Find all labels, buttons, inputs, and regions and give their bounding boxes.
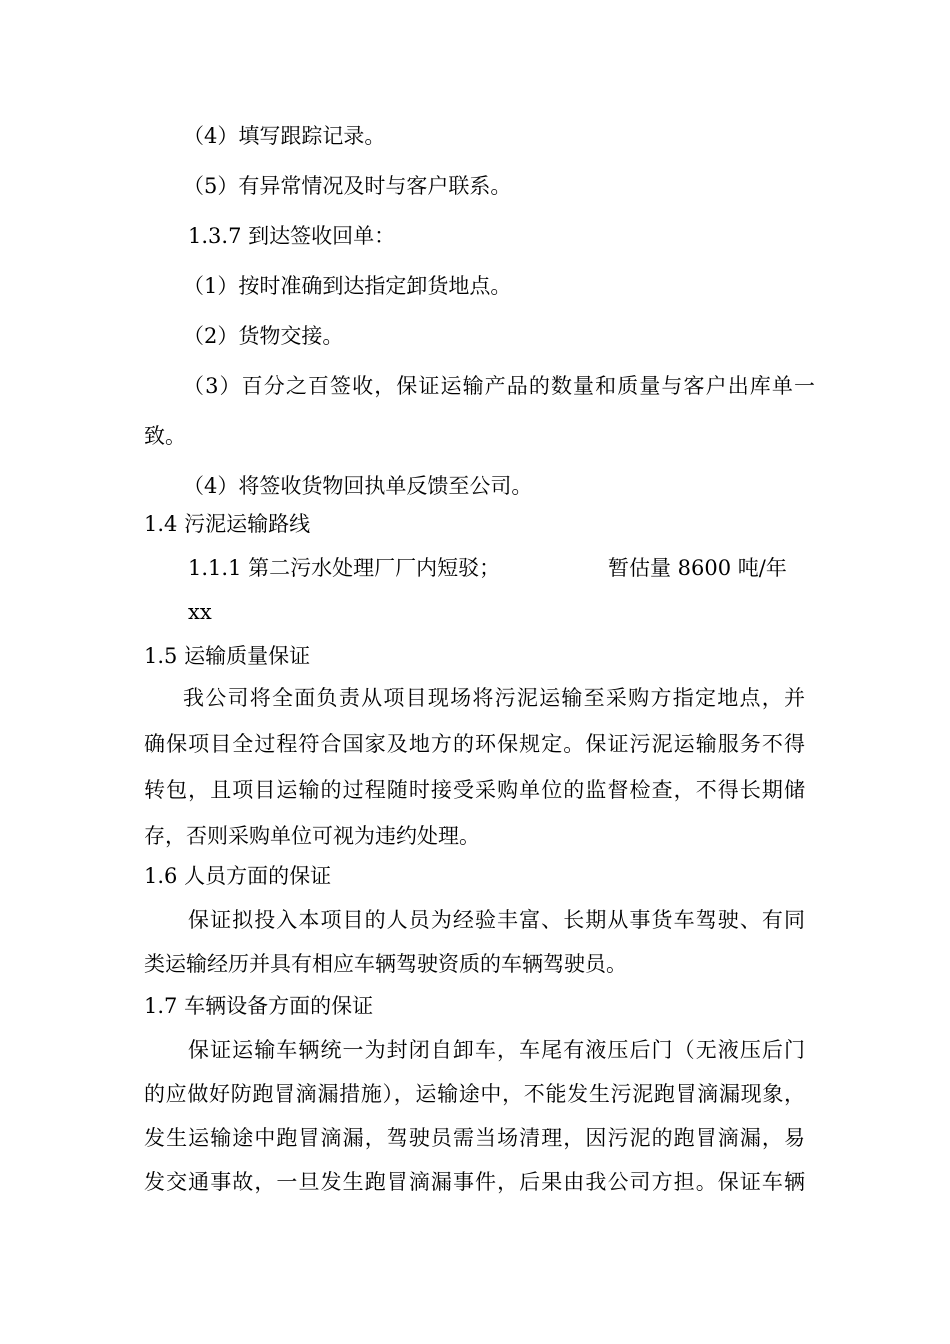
paragraph-line: 存，否则采购单位可视为违约处理。 bbox=[144, 824, 480, 848]
paragraph-line: 保证拟投入本项目的人员为经验丰富、长期从事货车驾驶、有同 bbox=[188, 908, 805, 932]
paragraph-line: 的应做好防跑冒滴漏措施），运输途中，不能发生污泥跑冒滴漏现象， bbox=[144, 1082, 805, 1106]
section-heading-1-7: 1.7 车辆设备方面的保证 bbox=[144, 994, 374, 1018]
list-item-4-feedback: （4）将签收货物回执单反馈至公司。 bbox=[183, 474, 533, 498]
paragraph-line: 发交通事故，一旦发生跑冒滴漏事件，后果由我公司方担。保证车辆 bbox=[144, 1170, 805, 1194]
paragraph-line: 类运输经历并具有相应车辆驾驶资质的车辆驾驶员。 bbox=[144, 952, 627, 976]
list-item-3-signoff: （3）百分之百签收，保证运输产品的数量和质量与客户出库单一 bbox=[183, 374, 815, 398]
section-heading-1-4: 1.4 污泥运输路线 bbox=[144, 512, 311, 536]
route-continuation: xx bbox=[188, 600, 212, 624]
list-item-2-handover: （2）货物交接。 bbox=[183, 324, 344, 348]
subsection-heading-1-3-7: 1.3.7 到达签收回单： bbox=[188, 224, 396, 248]
route-quantity: 暂估量 8600 吨/年 bbox=[608, 556, 787, 580]
paragraph-line: 保证运输车辆统一为封闭自卸车，车尾有液压后门（无液压后门 bbox=[188, 1038, 805, 1062]
route-name: 1.1.1 第二污水处理厂厂内短驳； bbox=[188, 556, 501, 580]
section-heading-1-6: 1.6 人员方面的保证 bbox=[144, 864, 332, 888]
list-item-1-arrival: （1）按时准确到达指定卸货地点。 bbox=[183, 274, 512, 298]
list-item-4-track: （4）填写跟踪记录。 bbox=[183, 124, 386, 148]
paragraph-line: 我公司将全面负责从项目现场将污泥运输至采购方指定地点，并 bbox=[183, 686, 805, 710]
section-heading-1-5: 1.5 运输质量保证 bbox=[144, 644, 311, 668]
paragraph-line: 确保项目全过程符合国家及地方的环保规定。保证污泥运输服务不得 bbox=[144, 732, 805, 756]
paragraph-line: 转包，且项目运输的过程随时接受采购单位的监督检查，不得长期储 bbox=[144, 778, 805, 802]
list-item-5-contact: （5）有异常情况及时与客户联系。 bbox=[183, 174, 512, 198]
paragraph-line: 发生运输途中跑冒滴漏，驾驶员需当场清理，因污泥的跑冒滴漏，易 bbox=[144, 1126, 805, 1150]
list-item-3-signoff-cont: 致。 bbox=[144, 424, 186, 448]
